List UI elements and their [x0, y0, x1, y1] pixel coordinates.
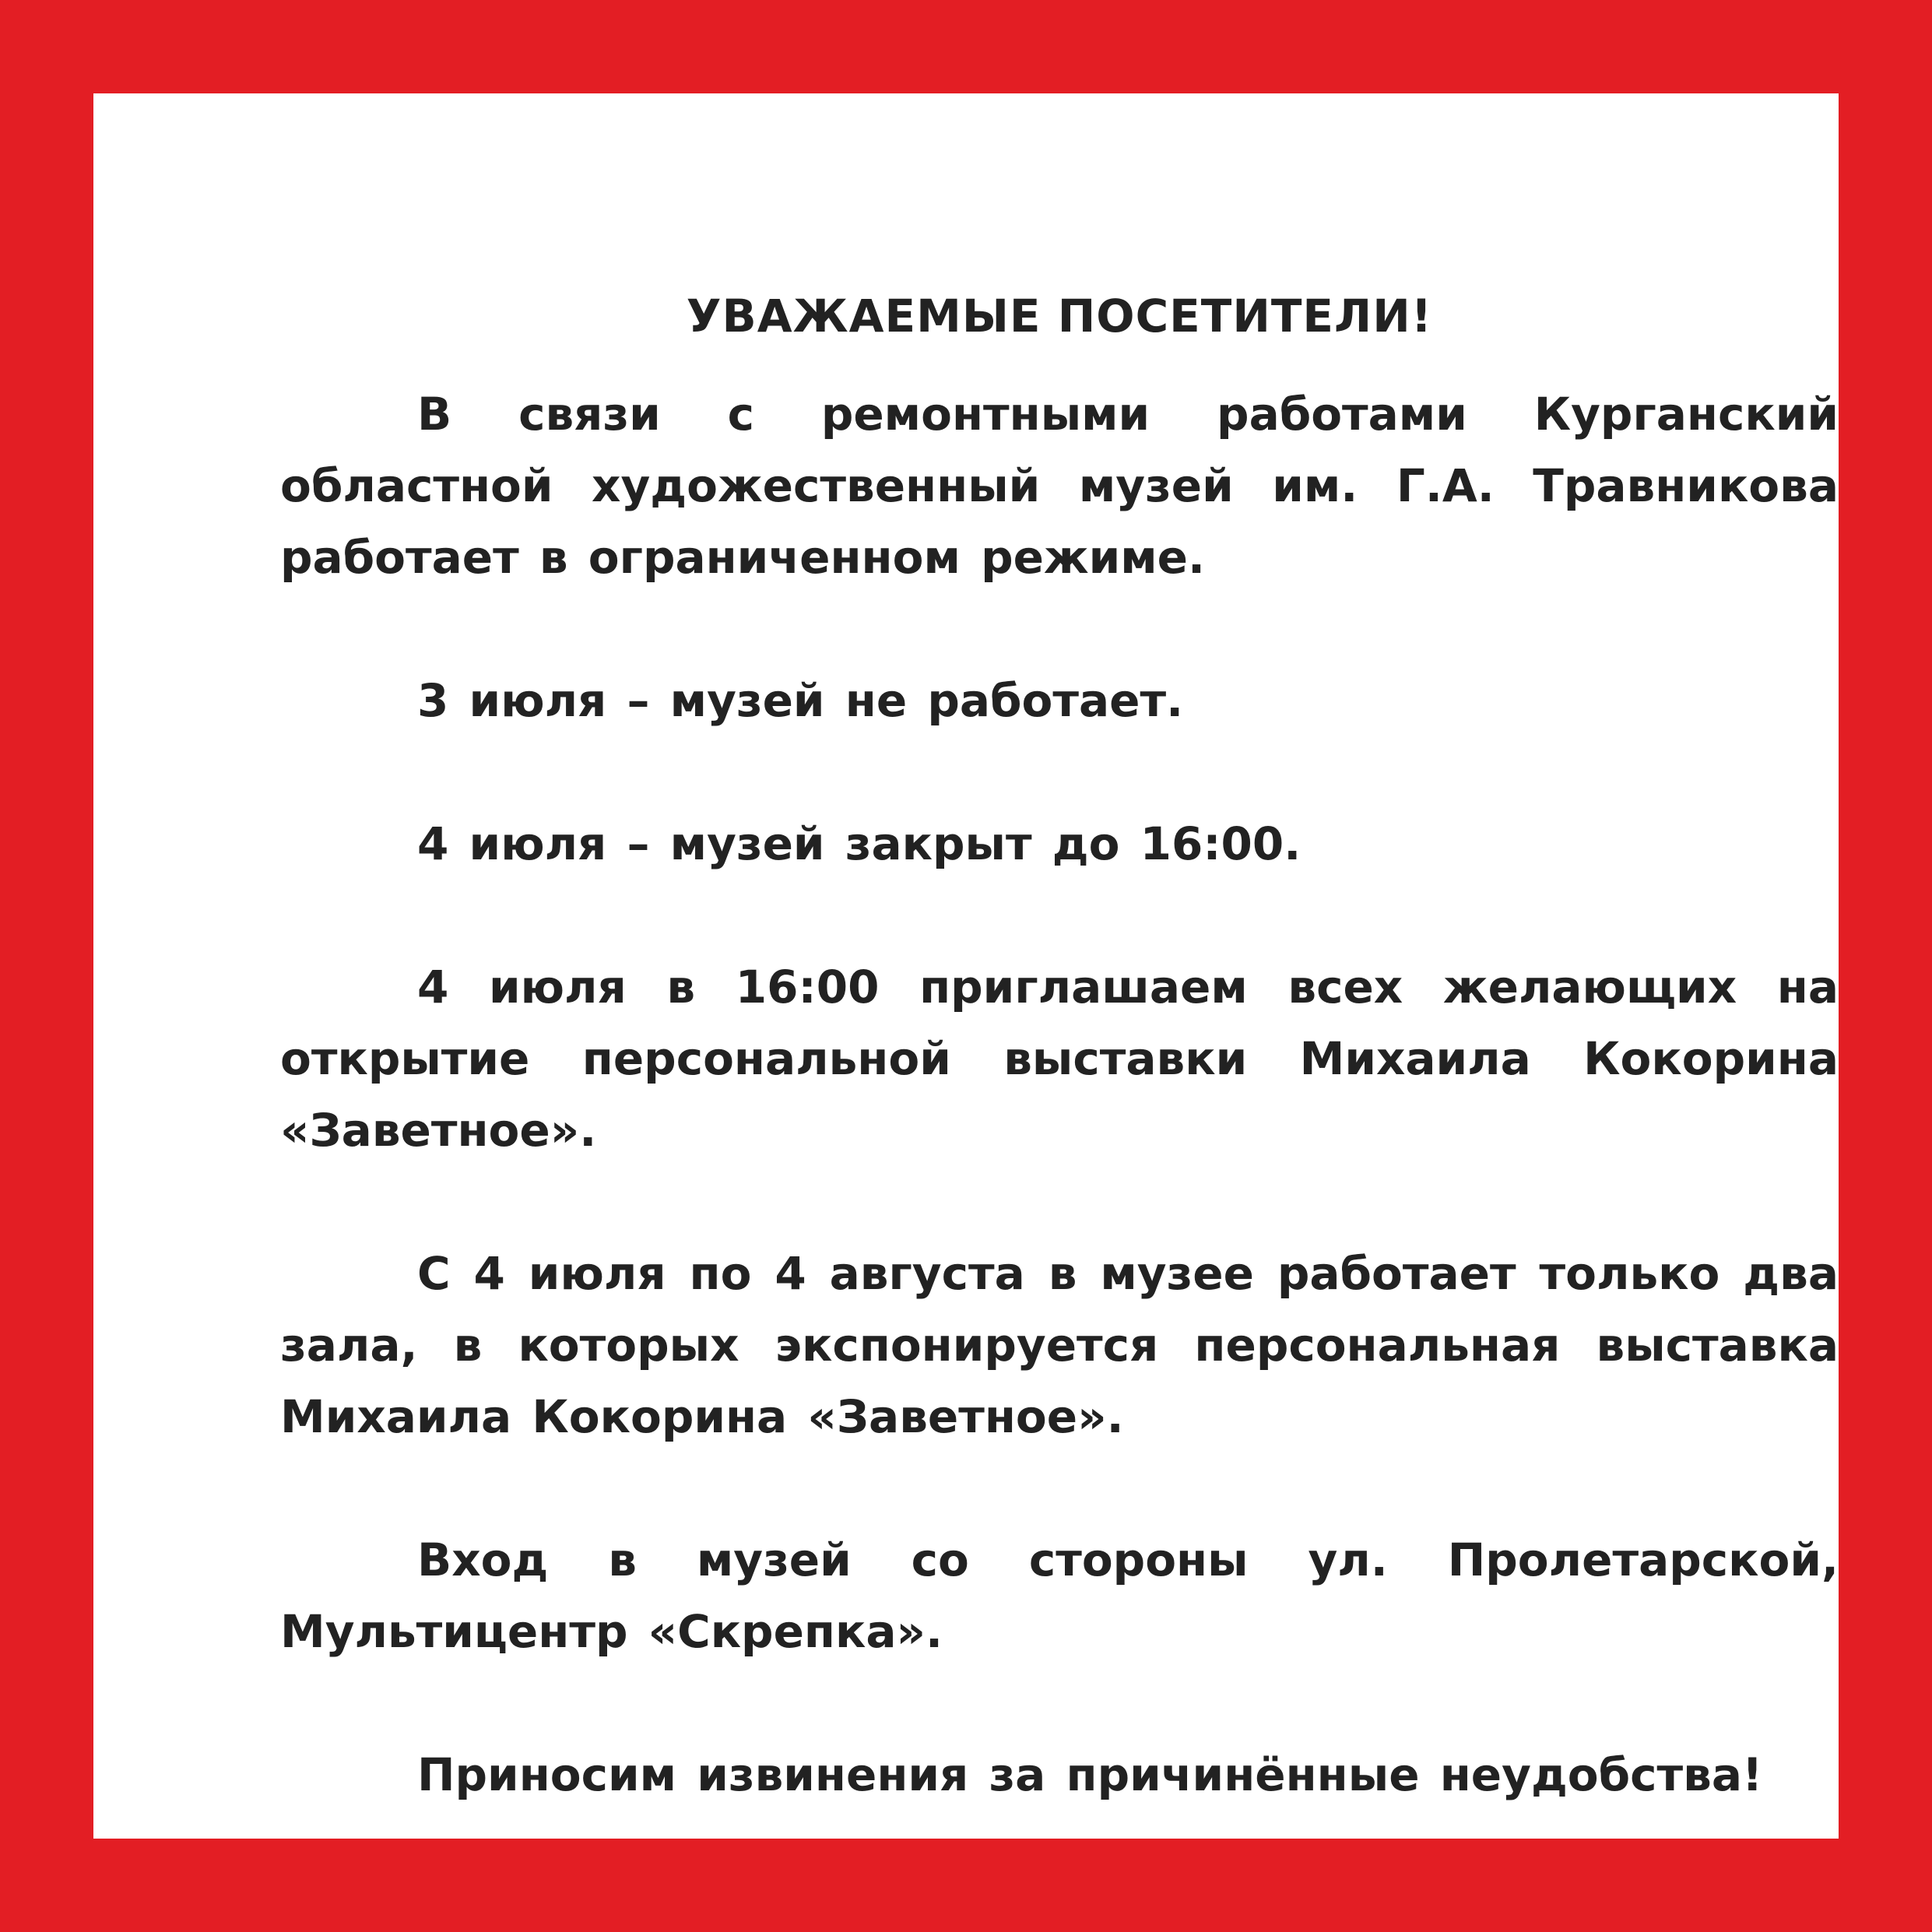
notice-paragraph-entrance: Вход в музей со стороны ул. Пролетарской, Мультицентр «Скрепка».: [280, 1533, 1839, 1658]
notice-title: УВАЖАЕМЫЕ ПОСЕТИТЕЛИ!: [686, 290, 1433, 342]
notice-paragraph-renovation: В связи с ремонтными работами Курганский областной художественный музей им. Г.А. Травникова работает в ограниченном режиме.: [280, 388, 1839, 584]
notice-paragraph-apology: Приносим извинения за причинённые неудобства!: [417, 1748, 1763, 1801]
notice-paragraph-july-4-closed: 4 июля – музей закрыт до 16:00.: [417, 817, 1301, 870]
notice-paragraph-july-3: 3 июля – музей не работает.: [417, 674, 1184, 727]
notice-paragraph-two-halls: С 4 июля по 4 августа в музее работает только два зала, в которых экспонируется персональная выставка Михаила Кокорина «Заветное».: [280, 1247, 1839, 1443]
notice-paragraph-exhibition-opening: 4 июля в 16:00 приглашаем всех желающих на открытие персональной выставки Михаила Кокорина «Заветное».: [280, 961, 1839, 1157]
notice-content: [280, 280, 1839, 1882]
